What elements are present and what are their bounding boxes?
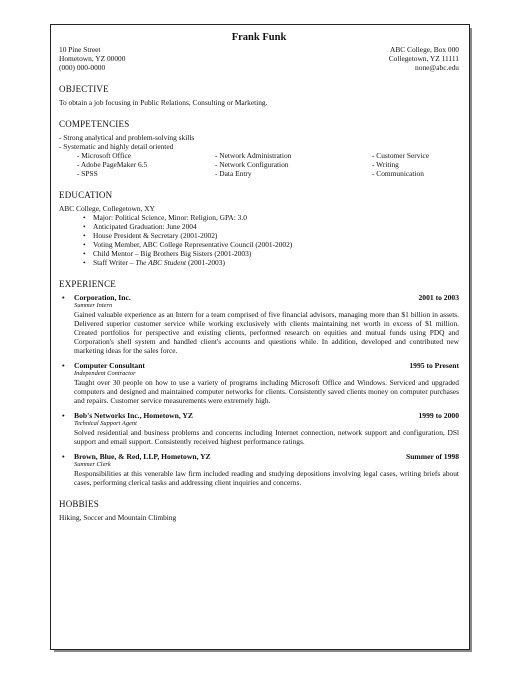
skill-item: - SPSS xyxy=(77,169,98,178)
competency-line: - Systematic and highly detail oriented xyxy=(59,142,174,151)
skill-item: - Network Configuration xyxy=(215,160,289,169)
education-list xyxy=(59,213,459,267)
college-box: ABC College, Box 000 xyxy=(390,45,459,54)
employer: • Corporation, Inc. xyxy=(74,293,131,302)
resume-page xyxy=(50,24,470,650)
home-address xyxy=(59,45,125,72)
education-item: • Voting Member, ABC College Representative Council (2001-2002) xyxy=(83,240,459,249)
home-phone: (000) 000-0000 xyxy=(59,63,106,72)
skill-item: - Adobe PageMaker 6.5 xyxy=(77,160,148,169)
experience-header xyxy=(59,293,459,302)
experience-entry xyxy=(59,293,459,355)
staff-writer-dates: (2001-2003) xyxy=(186,258,225,267)
experience-header xyxy=(59,452,459,461)
college-city: Collegetown, YZ 11111 xyxy=(388,54,459,63)
experience-entry xyxy=(59,452,459,487)
skill-item: - Customer Service xyxy=(372,151,430,160)
employment-dates: Summer of 1998 xyxy=(405,452,459,461)
education-item: • Child Mentor – Big Brothers Big Sisters (2001-2003) xyxy=(83,249,459,258)
experience-entry xyxy=(59,411,459,446)
education-item: • Major: Political Science, Minor: Religion, GPA: 3.0 xyxy=(83,213,459,222)
experience-heading: EXPERIENCE xyxy=(59,279,116,289)
staff-writer-prefix: Staff Writer – xyxy=(93,258,136,267)
experience-header xyxy=(59,361,459,370)
skills-grid xyxy=(77,151,459,178)
page-shadow-bottom xyxy=(54,650,472,652)
job-title: Technical Support Agent xyxy=(74,420,137,427)
job-description: Gained valuable experience as an Intern for a team comprised of five financial advisors, managing more than $1 billion in assets. Delivered superior customer service while working exclusively with clients maintaining net worth in excess of $1 million. Created portfolios for perspective and existing clients, performed research on equities and mutual funds using PDQ and Corporation's shell system and handled client's accounts and questions while. In addition, developed and contributed new marketing ideas for the sales force. xyxy=(74,310,459,355)
education-item: • House President & Secretary (2001-2002) xyxy=(83,231,459,240)
education-school: ABC College, Collegetown, XY xyxy=(59,204,155,213)
applicant-name: Frank Funk xyxy=(231,32,287,43)
college-address xyxy=(389,45,459,72)
page-shadow-right xyxy=(470,28,472,652)
education-heading: EDUCATION xyxy=(59,190,113,200)
skill-item: - Communication xyxy=(372,169,424,178)
experience-header xyxy=(59,411,459,420)
employment-dates: 2001 to 2003 xyxy=(418,293,459,302)
employer: • Bob's Networks Inc., Hometown, YZ xyxy=(74,411,193,420)
skill-item: - Microsoft Office xyxy=(77,151,132,160)
home-city: Hometown, YZ 00000 xyxy=(59,54,126,63)
education-item xyxy=(83,258,459,267)
competency-line: - Strong analytical and problem-solving skills xyxy=(59,133,195,142)
objective-heading: OBJECTIVE xyxy=(59,84,109,94)
email: none@abc.edu xyxy=(415,63,459,72)
resume-content xyxy=(59,31,459,522)
job-title: Summer Clerk xyxy=(74,461,111,468)
job-description: Responsibilities at this venerable law firm included reading and studying depositions involving legal cases, writing briefs about cases, performing clerical tasks and addressing client inquiries and concerns. xyxy=(74,469,459,487)
hobbies-heading: HOBBIES xyxy=(59,499,99,509)
employer: • Computer Consultant xyxy=(74,361,145,370)
publication-title: The ABC Student xyxy=(135,258,187,267)
education-item: • Anticipated Graduation: June 2004 xyxy=(83,222,459,231)
skill-item: - Network Administration xyxy=(215,151,292,160)
job-description: Taught over 30 people on how to use a variety of programs including Microsoft Office and Windows. Serviced and upgraded computers and designed and maintained computer networks for clients. Consistently saved clients money on computer purchases and repairs. Customer service measurements were extremely high. xyxy=(74,378,459,405)
objective-text: To obtain a job focusing in Public Relations, Consulting or Marketing. xyxy=(59,98,268,107)
contact-block xyxy=(59,45,459,72)
job-description: Solved residential and business problems and concerns including Internet connection, network support and configuration, DSl support and email support. Consistently received highest performance ratings. xyxy=(74,428,459,446)
job-title: Independent Contractor xyxy=(74,370,136,377)
employment-dates: 1999 to 2000 xyxy=(418,411,459,420)
hobbies-text: Hiking, Soccer and Mountain Climbing xyxy=(59,513,177,522)
competencies-heading: COMPETENCIES xyxy=(59,119,130,129)
skill-item: - Data Entry xyxy=(215,169,252,178)
experience-entry xyxy=(59,361,459,405)
job-title: Summer Intern xyxy=(74,302,113,309)
employment-dates: 1995 to Present xyxy=(409,361,459,370)
skill-item: - Writing xyxy=(372,160,399,169)
employer: • Brown, Blue, & Red, LLP, Hometown, YZ xyxy=(74,452,211,461)
home-street: 10 Pine Street xyxy=(59,45,101,54)
